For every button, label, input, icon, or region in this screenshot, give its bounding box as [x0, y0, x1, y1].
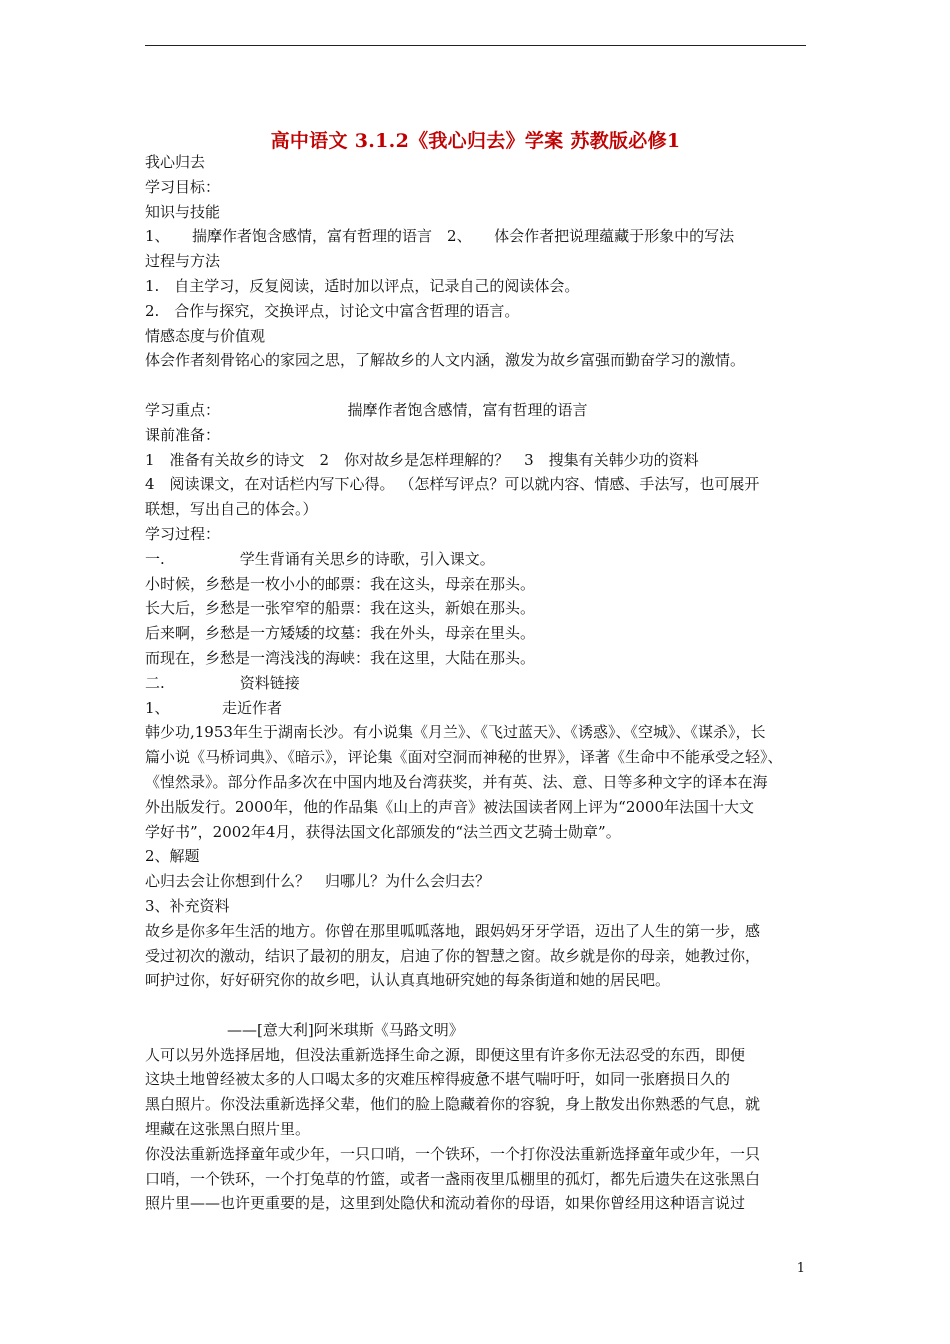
text-line: 一. 学生背诵有关思乡的诗歌，引入课文。 — [145, 549, 495, 568]
text-line: 而现在，乡愁是一湾浅浅的海峡：我在这里，大陆在那头。 — [145, 648, 536, 667]
text-line: 受过初次的激动，结识了最初的朋友，启迪了你的智慧之窗。故乡就是你的母亲，她教过你， — [145, 946, 761, 965]
text-line: 照片里——也许更重要的是，这里到处隐伏和流动着你的母语，如果你曾经用这种语言说过 — [145, 1194, 746, 1213]
text-line: 1 准备有关故乡的诗文 2 你对故乡是怎样理解的？ 3 搜集有关韩少功的资料 — [145, 450, 699, 469]
text-line: 埋藏在这张黑白照片里。 — [145, 1120, 311, 1139]
text-line: 小时候，乡愁是一枚小小的邮票：我在这头，母亲在那头。 — [145, 574, 536, 593]
text-line: 学习过程： — [145, 524, 221, 543]
text-line: 故乡是你多年生活的地方。你曾在那里呱呱落地，跟妈妈牙牙学语，迈出了人生的第一步，感 — [145, 921, 761, 940]
header-rule — [145, 45, 806, 46]
text-line: 韩少功,1953年生于湖南长沙。有小说集《月兰》、《飞过蓝天》、《诱惑》、《空城》、《谋杀》，长 — [145, 723, 766, 742]
text-line: 篇小说《马桥词典》、《暗示》，评论集《面对空洞而神秘的世界》，译著《生命中不能承受之轻》、 — [145, 748, 783, 767]
text-line: 课前准备： — [145, 425, 221, 444]
text-line: 外出版发行。2000年，他的作品集《山上的声音》被法国读者网上评为“2000年法国十大文 — [145, 797, 755, 816]
text-line: 联想，写出自己的体会。） — [145, 500, 318, 519]
text-line: 3、补充资料 — [145, 896, 230, 915]
text-line: 情感态度与价值观 — [145, 326, 266, 345]
page-number: 1 — [796, 1261, 805, 1276]
text-line: 2、解题 — [145, 847, 200, 866]
document-title: 高中语文 3.1.2《我心归去》学案 苏教版必修1 — [270, 130, 681, 152]
text-line: 1、 揣摩作者饱含感情，富有哲理的语言 2、 体会作者把说理蕴藏于形象中的写法 — [145, 227, 735, 246]
text-line: 学好书”，2002年4月，获得法国文化部颁发的“法兰西文艺骑士勋章”。 — [145, 822, 621, 841]
text-line: 过程与方法 — [145, 252, 221, 271]
text-line: 后来啊，乡愁是一方矮矮的坟墓：我在外头，母亲在里头。 — [145, 624, 536, 643]
text-line: 4 阅读课文，在对话栏内写下心得。 （怎样写评点？可以就内容、情感、手法写，也可展开 — [145, 475, 760, 494]
text-line: 呵护过你，好好研究你的故乡吧，认认真真地研究她的每条街道和她的居民吧。 — [145, 971, 671, 990]
text-line: 二. 资料链接 — [145, 673, 300, 692]
text-line: 《惶然录》。部分作品多次在中国内地及台湾获奖，并有英、法、意、日等多种文字的译本在海 — [145, 772, 768, 791]
blank-line — [145, 373, 810, 398]
document-body — [145, 150, 810, 1216]
text-line: 体会作者刻骨铭心的家园之思，了解故乡的人文内涵，激发为故乡富强而勤奋学习的激情。 — [145, 351, 746, 370]
text-line: 人可以另外选择居地，但没法重新选择生命之源，即便这里有许多你无法忍受的东西，即便 — [145, 1045, 746, 1064]
text-line: 2. 合作与探究，交换评点，讨论文中富含哲理的语言。 — [145, 301, 520, 320]
text-line: 我心归去 — [145, 153, 206, 171]
text-line: 学习重点： 揣摩作者饱含感情，富有哲理的语言 — [145, 400, 588, 419]
text-line: 知识与技能 — [145, 202, 221, 221]
text-line: 学习目标： — [145, 177, 221, 196]
text-line: 口哨，一个铁环，一个打兔草的竹篮，或者一盏雨夜里瓜棚里的孤灯，都先后遗失在这张黑白 — [145, 1169, 761, 1188]
text-line: 这块土地曾经被太多的人口喝太多的灾难压榨得疲惫不堪气喘吁吁，如同一张磨损日久的 — [145, 1070, 731, 1089]
quote-attribution: ——[意大利]阿米琪斯《马路文明》 — [227, 1020, 464, 1039]
text-line: 1. 自主学习，反复阅读，适时加以评点，记录自己的阅读体会。 — [145, 276, 580, 295]
text-line: 长大后，乡愁是一张窄窄的船票：我在这头，新娘在那头。 — [145, 599, 536, 618]
blank-line — [145, 993, 810, 1018]
text-line: 你没法重新选择童年或少年，一只口哨，一个铁环，一个打你没法重新选择童年或少年，一只 — [145, 1144, 761, 1163]
text-line: 黑白照片。你没法重新选择父辈，他们的脸上隐藏着你的容貌，身上散发出你熟悉的气息，就 — [145, 1095, 761, 1114]
text-line: 1、 走近作者 — [145, 698, 283, 717]
text-line: 心归去会让你想到什么？ 归哪儿？为什么会归去？ — [145, 872, 491, 891]
